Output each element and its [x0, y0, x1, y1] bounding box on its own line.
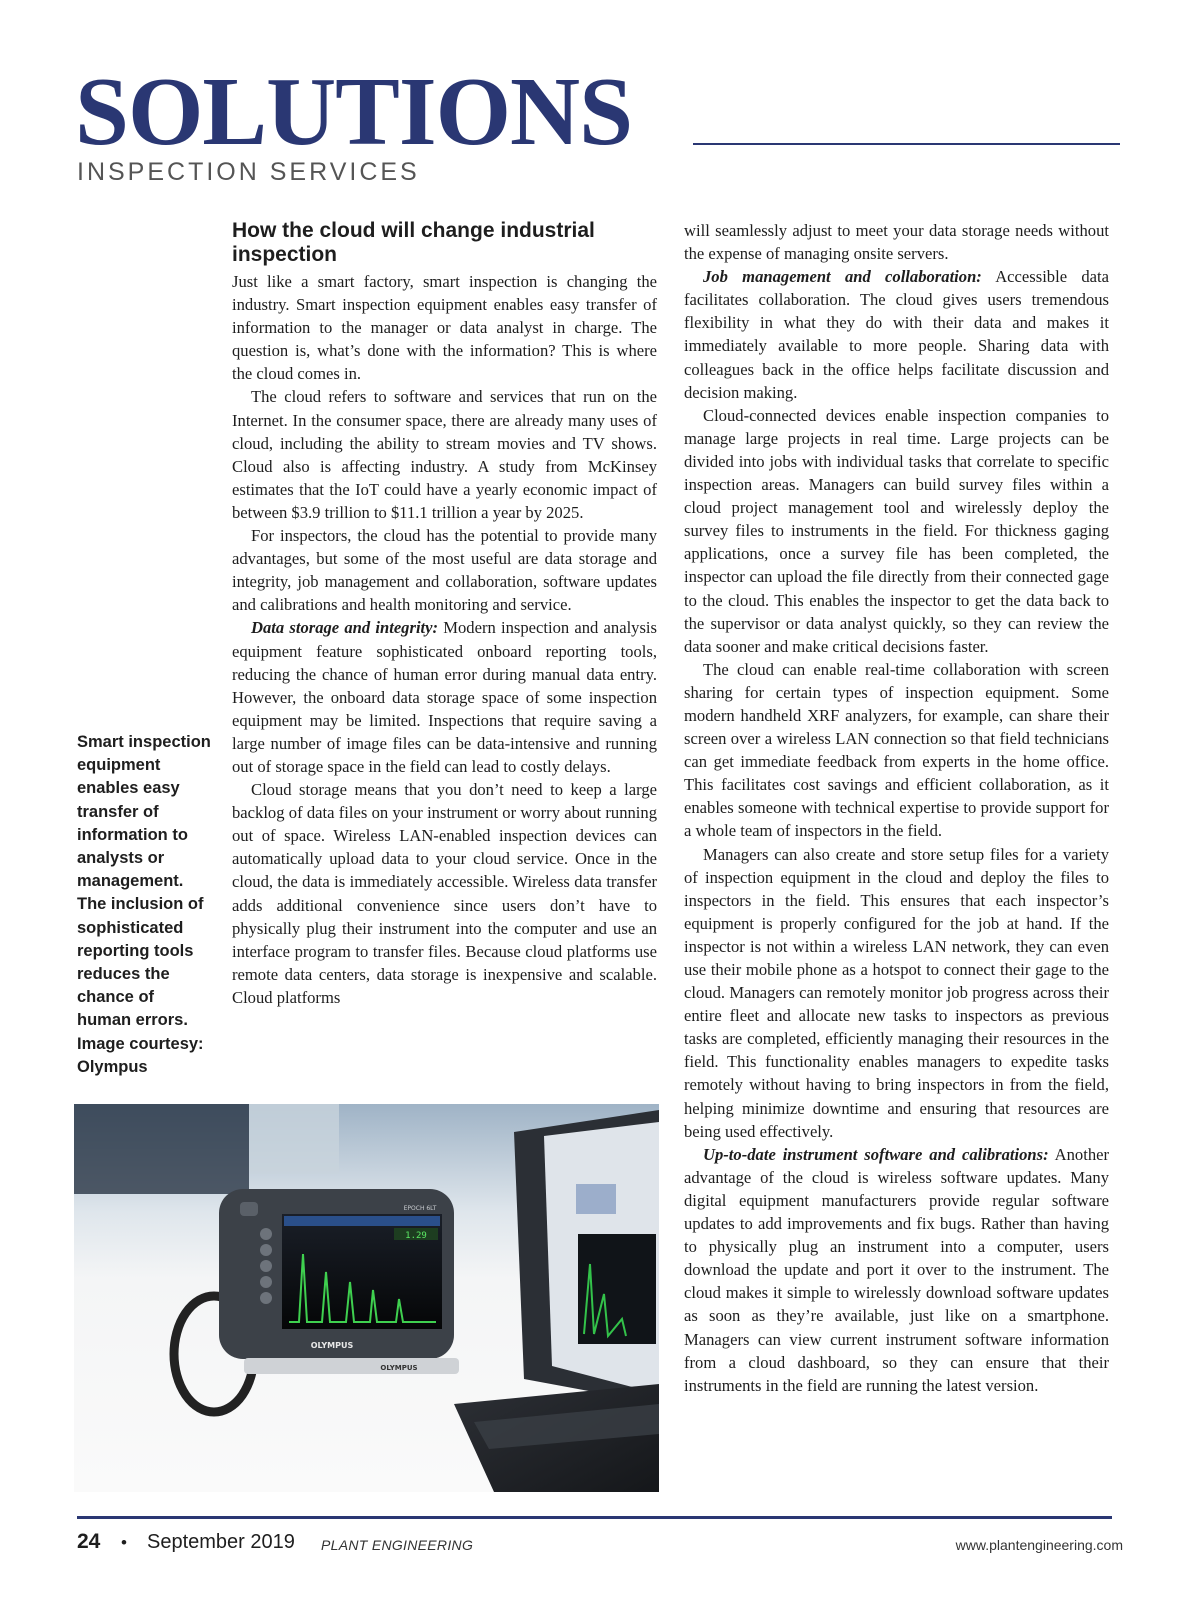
device-brand-label: OLYMPUS — [310, 1341, 354, 1350]
article-headline: How the cloud will change industrial inspection — [232, 219, 595, 266]
inspection-device-photo — [74, 1104, 659, 1492]
page-number: 24 — [77, 1530, 101, 1553]
section-title: SOLUTIONS — [75, 58, 633, 165]
paragraph — [684, 1143, 1109, 1397]
paragraph: Cloud storage means that you don’t need to keep a large backlog of data files on your instrument or worry about running out of space. Wireless LAN-enabled inspection devices can automatically upload data to your cloud service. Once in the cloud, the data is immediately accessible. Wireless data transfer adds additional convenience since users don’t have to physically plug their instrument into the computer and use an interface program to transfer files. Because cloud platforms use remote data centers, data storage is inexpensive and scalable. Cloud platforms — [232, 780, 657, 1007]
paragraph: Cloud-connected devices enable inspection companies to manage large projects in real time. Large projects can be divided into jobs with individual tasks that correlate to specific inspection areas. Managers can build survey files within a cloud project management tool and wirelessly deploy the survey files to instruments in the field. For thickness gaging applications, once a survey file has been completed, the inspector can upload the file directly from their connected gage to the cloud. This enables the inspector to get the data back to the supervisor or data analyst quickly, so they can review the data sooner and make critical decisions faster. — [684, 405, 1109, 656]
header-rule — [693, 143, 1120, 145]
paragraph — [232, 616, 657, 778]
background-window — [74, 1104, 249, 1194]
article-column-1 — [232, 219, 657, 1009]
paragraph: The cloud can enable real-time collaboration with screen sharing for certain types of inspection equipment. Some modern handheld XRF analyzers, for example, can share their screen over a wireless LAN connection so that field technicians can get immediate feedback from experts in the home office. This facilitates cost savings and efficient collaboration, as it enables someone with technical expertise to provide support for a whole team of inspectors in the field. — [684, 659, 1109, 841]
paragraph: Just like a smart factory, smart inspection is changing the industry. Smart inspection equipment enables easy transfer of information to the manager or data analyst in charge. The question is, what’s done with the information? This is where the cloud comes in. — [232, 272, 657, 384]
footer-separator: • — [121, 1533, 127, 1552]
paragraph: For inspectors, the cloud has the potential to provide many advantages, but some of the most useful are data storage and integrity, job management and collaboration, software updates and calibrations and health monitoring and service. — [232, 526, 657, 615]
publication-name: PLANT ENGINEERING — [321, 1537, 474, 1553]
paragraph: The cloud refers to software and services that run on the Internet. In the consumer space, there are already many uses of cloud, including the ability to stream movies and TV shows. Cloud also is affecting industry. A study from McKinsey estimates that the IoT could have a yearly economic impact of between $3.9 trillion to $11.1 trillion a year by 2025. — [232, 387, 657, 522]
device-base — [244, 1358, 459, 1374]
photo-caption: Smart inspection equipment enables easy transfer of information to analysts or management. The inclusion of sophisticated reporting tools reduces the chance of human errors. Image courtesy: Olympus — [77, 733, 211, 1076]
paragraph: Managers can also create and store setup files for a variety of inspection equipment in the cloud and deploy the files to inspectors in the field. This ensures that each inspector’s equipment is properly configured for the job at hand. If the inspector is not within a wireless LAN network, they can even use their mobile phone as a hotspot to connect their gage to the cloud. Managers can remotely monitor job progress across their entire fleet and allocate new tasks to inspectors as previous tasks are completed, efficiently managing their resources in the field. This functionality enables managers to expedite tasks remotely without having to bring inspectors in from the field, helping minimize downtime and ensuring that resources are being used effectively. — [684, 844, 1109, 1141]
paragraph-lead-in: Data storage and integrity: — [251, 618, 439, 638]
paragraph — [684, 265, 1109, 404]
footer-rule — [77, 1516, 1112, 1519]
paragraph-body: Accessible data facilitates collaboration. The cloud gives users tremendous flexibility in what they do with their data and makes it immediately available to more people. Sharing data with colleagues back in the office helps facilitate discussion and decision making. — [684, 267, 1109, 402]
section-subtitle: INSPECTION SERVICES — [77, 158, 420, 186]
paragraph-lead-in: Job management and collaboration: — [703, 267, 982, 287]
screen-reading: 1.29 — [405, 1231, 427, 1241]
issue-date: September 2019 — [147, 1531, 295, 1553]
paragraph: will seamlessly adjust to meet your data storage needs without the expense of managing onsite servers. — [684, 221, 1109, 264]
website-url: www.plantengineering.com — [955, 1537, 1123, 1553]
device-model-label: EPOCH 6LT — [403, 1205, 437, 1212]
article-photo — [74, 1104, 659, 1492]
device-base-label: OLYMPUS — [380, 1364, 418, 1372]
article-column-2 — [684, 219, 1109, 1397]
paragraph-body: Another advantage of the cloud is wireless software updates. Many digital equipment manufacturers provide regular software updates to add improvements and fix bugs. Rather than having to physically plug an instrument into a computer, users download the update and port it over to the instrument. The cloud makes it simple to wirelessly download software updates as soon as they’re available, just like on a smartphone. Managers can view current instrument software information from a cloud dashboard, so they can ensure that their instruments in the field are running the latest version. — [684, 1144, 1110, 1395]
paragraph-body: Modern inspection and analysis equipment feature sophisticated onboard reporting tools, reducing the chance of human error during manual data entry. However, the onboard data storage space of some inspection equipment may be limited. Inspections that require saving a large number of image files can be data-intensive and running out of storage space in the field can lead to costly delays. — [232, 618, 657, 776]
paragraph-lead-in: Up-to-date instrument software and calibrations: — [703, 1144, 1049, 1164]
